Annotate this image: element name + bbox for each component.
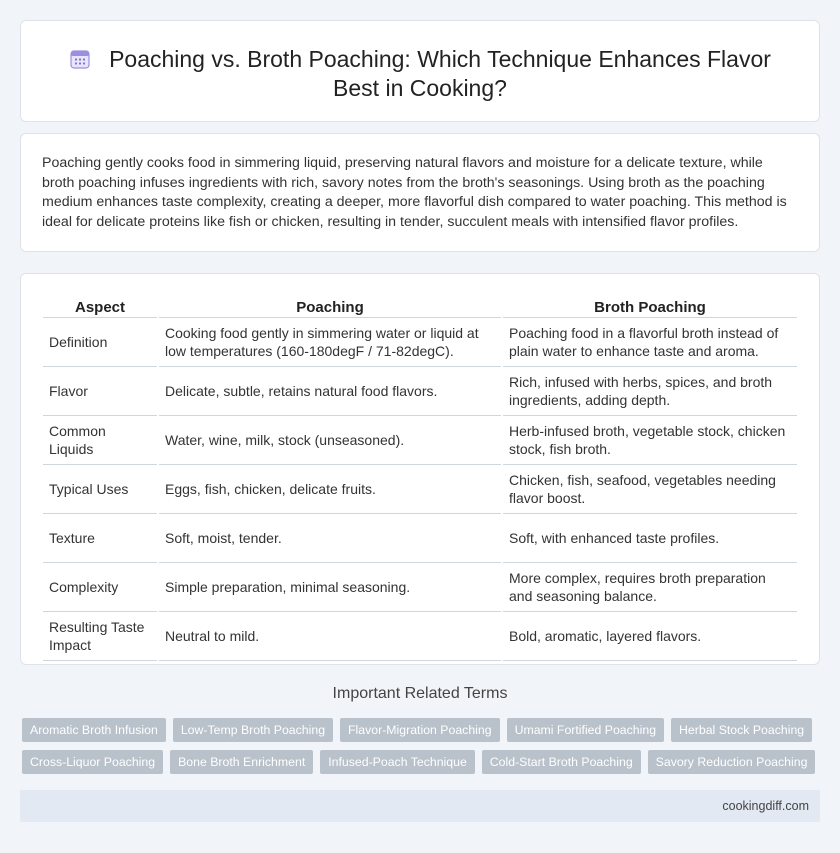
term-tag[interactable]: Flavor-Migration Poaching <box>340 718 500 742</box>
term-tag[interactable]: Cold-Start Broth Poaching <box>482 750 641 774</box>
related-terms <box>22 718 808 782</box>
term-tag[interactable]: Bone Broth Enrichment <box>170 750 313 774</box>
intro-paragraph: Poaching gently cooks food in simmering liquid, preserving natural flavors and moisture for a delicate texture, while broth poaching infuses ingredients with rich, savory notes from the broth's seasonings. Using broth as the poaching medium enhances taste complexity, creating a deeper, more flavorful dish compared to water poaching. This method is ideal for delicate proteins like fish or chicken, resulting in tender, succulent meals with intensified flavor profiles. <box>42 155 787 230</box>
page-title: Poaching vs. Broth Poaching: Which Technique Enhances Flavor Best in Cooking? <box>109 46 771 101</box>
title-wrap <box>21 45 819 103</box>
table-row <box>43 563 797 612</box>
table-row <box>43 465 797 514</box>
cell-poaching: Cooking food gently in simmering water or liquid at low temperatures (160-180degF / 71-82degC). <box>159 318 501 367</box>
cell-poaching: Neutral to mild. <box>159 612 501 661</box>
table-row <box>43 367 797 416</box>
term-tag[interactable]: Herbal Stock Poaching <box>671 718 812 742</box>
header-card <box>20 20 820 122</box>
cell-poaching: Eggs, fish, chicken, delicate fruits. <box>159 465 501 514</box>
footer <box>20 790 820 822</box>
cell-broth-poaching: Poaching food in a flavorful broth instead of plain water to enhance taste and aroma. <box>503 318 797 367</box>
related-terms-row <box>22 718 805 742</box>
cell-broth-poaching: Rich, infused with herbs, spices, and broth ingredients, adding depth. <box>503 367 797 416</box>
term-tag[interactable]: Low-Temp Broth Poaching <box>173 718 333 742</box>
cell-aspect: Typical Uses <box>43 465 157 514</box>
cell-poaching: Delicate, subtle, retains natural food flavors. <box>159 367 501 416</box>
cell-broth-poaching: Soft, with enhanced taste profiles. <box>503 514 797 563</box>
footer-site-link[interactable]: cookingdiff.com <box>722 799 809 813</box>
comparison-table <box>41 296 799 661</box>
table-row <box>43 318 797 367</box>
cell-aspect: Complexity <box>43 563 157 612</box>
table-row <box>43 514 797 563</box>
table-row <box>43 612 797 661</box>
term-tag[interactable]: Infused-Poach Technique <box>320 750 475 774</box>
intro-card <box>20 133 820 252</box>
header-broth-poaching: Broth Poaching <box>503 296 797 318</box>
cell-broth-poaching: Chicken, fish, seafood, vegetables needing flavor boost. <box>503 465 797 514</box>
related-terms-title: Important Related Terms <box>332 685 508 702</box>
cell-poaching: Simple preparation, minimal seasoning. <box>159 563 501 612</box>
calendar-icon <box>69 48 91 70</box>
comparison-card <box>20 273 820 665</box>
table-header-row <box>43 296 797 318</box>
header-aspect: Aspect <box>43 296 157 318</box>
term-tag[interactable]: Savory Reduction Poaching <box>648 750 816 774</box>
header-poaching: Poaching <box>159 296 501 318</box>
term-tag[interactable]: Umami Fortified Poaching <box>507 718 664 742</box>
related-terms-row <box>22 750 808 774</box>
cell-aspect: Flavor <box>43 367 157 416</box>
cell-broth-poaching: Herb-infused broth, vegetable stock, chicken stock, fish broth. <box>503 416 797 465</box>
cell-aspect: Resulting Taste Impact <box>43 612 157 661</box>
cell-poaching: Soft, moist, tender. <box>159 514 501 563</box>
cell-broth-poaching: Bold, aromatic, layered flavors. <box>503 612 797 661</box>
term-tag[interactable]: Cross-Liquor Poaching <box>22 750 163 774</box>
cell-poaching: Water, wine, milk, stock (unseasoned). <box>159 416 501 465</box>
table-row <box>43 416 797 465</box>
cell-aspect: Texture <box>43 514 157 563</box>
term-tag[interactable]: Aromatic Broth Infusion <box>22 718 166 742</box>
cell-broth-poaching: More complex, requires broth preparation and seasoning balance. <box>503 563 797 612</box>
cell-aspect: Definition <box>43 318 157 367</box>
cell-aspect: Common Liquids <box>43 416 157 465</box>
